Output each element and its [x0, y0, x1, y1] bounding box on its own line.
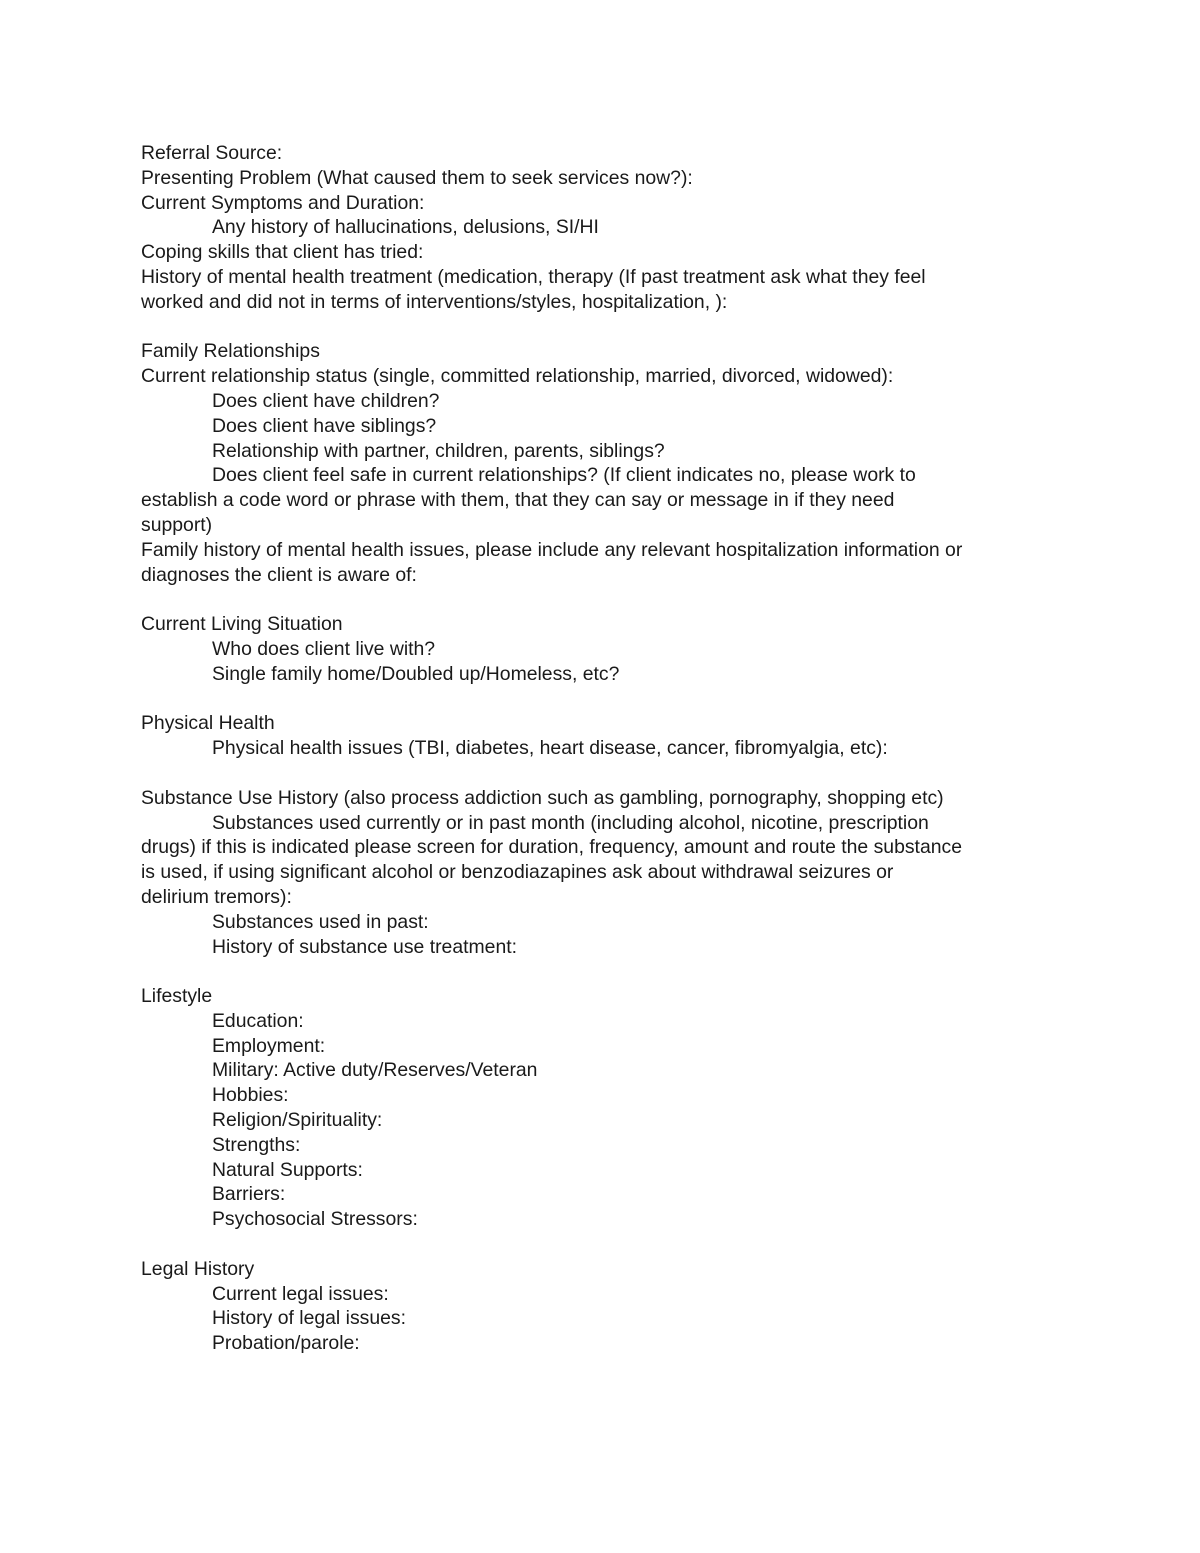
- lifestyle-item-religion: Religion/Spirituality:: [212, 1109, 383, 1132]
- treatment-history-line-2: worked and did not in terms of interventions/styles, hospitalization, ):: [141, 290, 728, 313]
- legal-item-current: Current legal issues:: [212, 1282, 389, 1305]
- siblings-question: Does client have siblings?: [212, 414, 437, 437]
- section-spacer: [141, 1232, 1071, 1257]
- substances-current-line-3: is used, if using significant alcohol or benzodiazapines ask about withdrawal seizures or: [141, 861, 894, 884]
- lifestyle-item-natural-supports: Natural Supports:: [212, 1158, 363, 1181]
- physical-health-issues-label: Physical health issues (TBI, diabetes, heart disease, cancer, fibromyalgia, etc):: [212, 737, 888, 760]
- lifestyle-heading: Lifestyle: [141, 985, 213, 1008]
- intake-form-document: [141, 141, 1071, 1356]
- lifestyle-item-education: Education:: [212, 1009, 304, 1032]
- feel-safe-line-2: establish a code word or phrase with them, that they can say or message in if they need: [141, 489, 895, 512]
- lifestyle-item-barriers: Barriers:: [212, 1183, 286, 1206]
- section-spacer: [141, 959, 1071, 984]
- lifestyle-item-hobbies: Hobbies:: [212, 1084, 289, 1107]
- treatment-history-line-1: History of mental health treatment (medication, therapy (If past treatment ask what they feel: [141, 265, 926, 288]
- children-question: Does client have children?: [212, 389, 440, 412]
- lifestyle-item-strengths: Strengths:: [212, 1133, 301, 1156]
- current-symptoms-label: Current Symptoms and Duration:: [141, 191, 425, 214]
- hallucinations-question: Any history of hallucinations, delusions, SI/HI: [212, 216, 599, 239]
- substances-current-line-2: drugs) if this is indicated please screen for duration, frequency, amount and route the substance: [141, 836, 962, 859]
- substances-current-line-1: Substances used currently or in past month (including alcohol, nicotine, prescription: [212, 811, 929, 834]
- section-spacer: [141, 761, 1071, 786]
- substances-past-label: Substances used in past:: [212, 910, 429, 933]
- relationship-with-question: Relationship with partner, children, parents, siblings?: [212, 439, 665, 462]
- substance-use-heading: Substance Use History (also process addiction such as gambling, pornography, shopping etc): [141, 786, 944, 809]
- section-spacer: [141, 587, 1071, 612]
- home-type-question: Single family home/Doubled up/Homeless, etc?: [212, 662, 620, 685]
- substance-treatment-label: History of substance use treatment:: [212, 935, 518, 958]
- feel-safe-line-3: support): [141, 513, 213, 536]
- coping-skills-label: Coping skills that client has tried:: [141, 241, 424, 264]
- relationship-status-label: Current relationship status (single, committed relationship, married, divorced, widowed):: [141, 365, 894, 388]
- living-situation-heading: Current Living Situation: [141, 613, 343, 636]
- lifestyle-item-military: Military: Active duty/Reserves/Veteran: [212, 1059, 538, 1082]
- legal-item-history: History of legal issues:: [212, 1307, 406, 1330]
- legal-history-heading: Legal History: [141, 1257, 255, 1280]
- lifestyle-item-psychosocial-stressors: Psychosocial Stressors:: [212, 1208, 418, 1231]
- family-history-line-2: diagnoses the client is aware of:: [141, 563, 417, 586]
- referral-source-label: Referral Source:: [141, 142, 283, 164]
- legal-item-probation: Probation/parole:: [212, 1332, 360, 1355]
- who-lives-with-question: Who does client live with?: [212, 637, 436, 660]
- section-spacer: [141, 315, 1071, 340]
- lifestyle-item-employment: Employment:: [212, 1034, 326, 1057]
- family-history-line-1: Family history of mental health issues, please include any relevant hospitalization information or: [141, 538, 963, 561]
- physical-health-heading: Physical Health: [141, 712, 275, 735]
- feel-safe-line-1: Does client feel safe in current relationships? (If client indicates no, please work to: [212, 464, 916, 487]
- presenting-problem-label: Presenting Problem (What caused them to seek services now?):: [141, 166, 693, 189]
- family-relationships-heading: Family Relationships: [141, 340, 320, 363]
- substances-current-line-4: delirium tremors):: [141, 885, 292, 908]
- section-spacer: [141, 687, 1071, 712]
